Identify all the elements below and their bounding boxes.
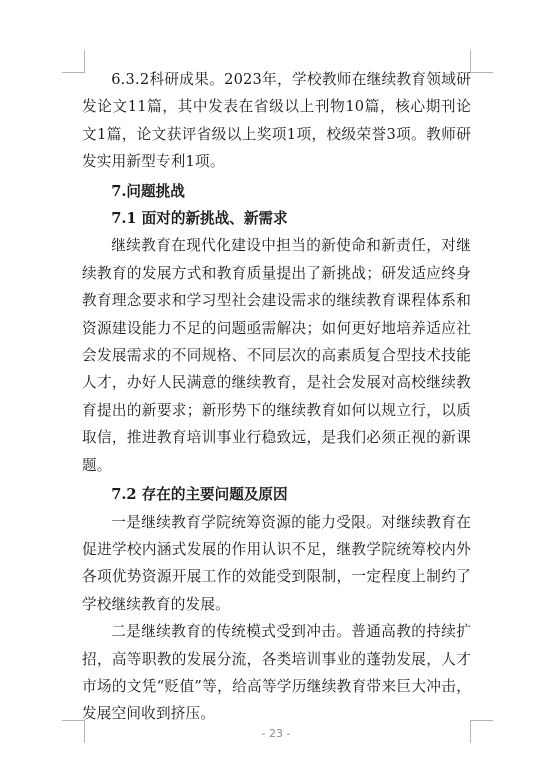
page-number: - 23 - bbox=[261, 727, 291, 740]
heading-problems-challenges: 7.问题挑战 bbox=[111, 182, 185, 200]
heading-new-challenges: 7.1 面对的新挑战、新需求 bbox=[111, 210, 288, 228]
paragraph-new-challenges: 继续教育在现代化建设中担当的新使命和新责任，对继续教育的发展方式和教育质量提出了新挑战；研发适应终身教育理念要求和学习型社会建设需求的继续教育课程体系和资源建设能力不足的问题亟需解决；如何更好地培养适应社会发展需求的不同规格、不同层次的高素质复合型技术技能人才，办好人民满意的继续教育，是社会发展对高校继续教育提出的新要求；新形势下的继续教育如何以规立行，以质取信，推进教育培训事业行稳致远，是我们必须正视的新课题。 bbox=[82, 237, 471, 474]
paragraph-problem-two: 二是继续教育的传统模式受到冲击。普通高教的持续扩招，高等职教的发展分流，各类培训事业的蓬勃发展，人才市场的文凭“贬值”等，给高等学历继续教育带来巨大冲击，发展空间收到挤压。 bbox=[82, 623, 471, 723]
document-body bbox=[82, 66, 471, 728]
paragraph-problem-one: 一是继续教育学院统筹资源的能力受限。对继续教育在促进学校内涵式发展的作用认识不足，继教学院统筹校内外各项优势资源开展工作的效能受到限制，一定程度上制约了学校继续教育的发展。 bbox=[82, 513, 471, 613]
crop-mark-top-right bbox=[470, 50, 493, 73]
paragraph-research-results: 6.3.2科研成果。2023年，学校教师在继续教育领域研发论文11篇，其中发表在省级以上刊物10篇，核心期刊论文1篇，论文获评省级以上奖项1项，校级荣誉3项。教师研发实用新型专利1项。 bbox=[82, 71, 471, 171]
heading-main-problems: 7.2 存在的主要问题及原因 bbox=[111, 486, 288, 504]
